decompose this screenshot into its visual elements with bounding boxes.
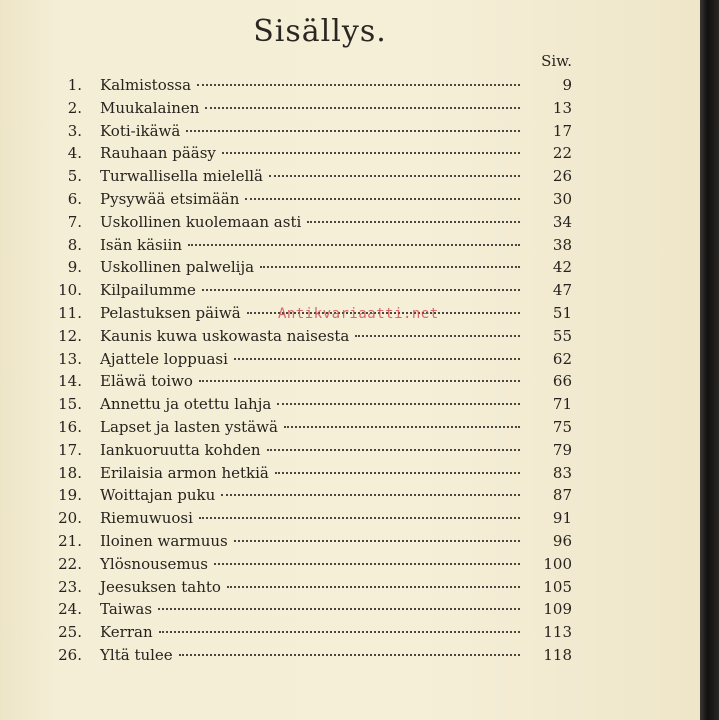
toc-entry-title: Koti-ikäwä (100, 121, 181, 140)
toc-entry-number: 1. (67, 76, 82, 94)
toc-entry-page: 118 (543, 646, 572, 664)
toc-entry (0, 416, 700, 438)
toc-entry-page: 47 (552, 281, 572, 300)
toc-entry (0, 553, 700, 575)
toc-entry-title: Ajattele loppuasi (100, 349, 228, 368)
toc-entry-number: 3. (67, 121, 82, 140)
toc-entry-page: 17 (552, 121, 572, 140)
toc-entry (0, 576, 700, 598)
toc-entry (0, 644, 700, 666)
page-title: Sisällys. (253, 14, 387, 49)
toc-entry-line (100, 211, 526, 233)
toc-entry-page: 105 (543, 577, 572, 596)
dot-leader (307, 221, 520, 223)
dot-leader (269, 175, 520, 177)
toc-entry-title: Annettu ja otettu lahja (100, 395, 272, 414)
toc-entry-title: Woittajan puku (100, 486, 216, 505)
toc-entry-page: 109 (543, 600, 572, 619)
toc-entry-page: 71 (552, 395, 572, 414)
toc-entry-title: Jeesuksen tahto (100, 577, 221, 596)
toc-entry-title: Taiwas (100, 600, 153, 619)
toc-entry-title: Kilpailumme (100, 281, 196, 300)
dot-leader (179, 654, 520, 656)
toc-entry-title: Iloinen warmuus (100, 532, 228, 550)
toc-entry-page: 55 (552, 326, 572, 345)
toc-entry-line (100, 256, 526, 278)
dot-leader (355, 335, 520, 337)
dot-leader (234, 358, 520, 360)
toc-entry-line (100, 576, 526, 598)
toc-entry-page: 79 (552, 440, 572, 459)
toc-entry-number: 8. (67, 235, 82, 254)
toc-entry-line (100, 325, 526, 347)
dot-leader (277, 403, 520, 405)
toc-entry-line (100, 97, 526, 119)
toc-entry-number: 21. (58, 532, 82, 550)
toc-entry-line (100, 165, 526, 187)
toc-entry (0, 370, 700, 392)
toc-entry-title: Yltä tulee (100, 646, 173, 664)
toc-entry-number: 20. (58, 509, 82, 528)
toc-entry (0, 142, 700, 164)
toc-entry-page: 75 (552, 418, 572, 436)
toc-entry (0, 211, 700, 233)
dot-leader (275, 472, 520, 474)
dot-leader (188, 244, 520, 246)
toc-entry-number: 12. (58, 326, 82, 345)
toc-entry-page: 22 (552, 144, 572, 163)
toc-entry-line (100, 74, 526, 96)
toc-entry-number: 16. (58, 418, 82, 436)
toc-entry (0, 462, 700, 484)
toc-entry-page: 100 (543, 554, 572, 573)
toc-entry (0, 621, 700, 643)
toc-entry-title: Uskollinen palwelija (100, 258, 255, 277)
toc-entry (0, 507, 700, 529)
toc-entry-line (100, 348, 526, 370)
toc-entry-page: 113 (543, 623, 572, 642)
toc-entry-line (100, 462, 526, 484)
toc-entry-number: 14. (58, 372, 82, 391)
toc-entry-page: 96 (552, 532, 572, 550)
toc-entry-line (100, 507, 526, 529)
toc-entry-number: 13. (58, 349, 82, 368)
toc-entry-number: 23. (58, 577, 82, 596)
toc-entry-page: 30 (552, 190, 572, 208)
toc-entry-title: Muukalainen (100, 98, 200, 117)
toc-entry (0, 530, 700, 552)
toc-entry-number: 17. (58, 440, 82, 459)
toc-entry-line (100, 644, 526, 666)
toc-entry-line (100, 188, 526, 210)
toc-entry-line (100, 142, 526, 164)
dot-leader (222, 152, 520, 154)
toc-entry-number: 22. (58, 554, 82, 573)
toc-entry-title: Ylösnousemus (100, 554, 208, 573)
toc-entry-number: 15. (58, 395, 82, 414)
toc-entry (0, 234, 700, 256)
toc-entry-line (100, 234, 526, 256)
toc-entry-page: 34 (552, 212, 572, 231)
toc-entry-line (100, 416, 526, 438)
toc-entry (0, 484, 700, 506)
toc-entry (0, 279, 700, 301)
toc-entry-title: Isän käsiin (100, 235, 182, 254)
toc-entry-line (100, 553, 526, 575)
dot-leader (158, 608, 520, 610)
toc-entry-line (100, 530, 526, 552)
toc-entry (0, 74, 700, 96)
toc-entry-page: 13 (552, 98, 572, 117)
dot-leader (202, 289, 520, 291)
toc-entry-number: 2. (67, 98, 82, 117)
toc-entry-title: Kerran (100, 623, 153, 642)
toc-entry-page: 66 (552, 372, 572, 391)
toc-entry-number: 4. (67, 144, 82, 163)
page-column-header: Siw. (541, 52, 572, 70)
book-cover-edge (700, 0, 719, 720)
toc-entry (0, 325, 700, 347)
toc-entry-page: 9 (562, 76, 572, 94)
toc-entry (0, 348, 700, 370)
toc-entry-title: Pysywää etsimään (100, 190, 240, 208)
dot-leader (214, 563, 520, 565)
toc-entry-line (100, 279, 526, 301)
toc-entry-title: Erilaisia armon hetkiä (100, 463, 269, 482)
dot-leader (245, 198, 520, 200)
dot-leader (186, 130, 520, 132)
toc-entry (0, 439, 700, 461)
toc-entry (0, 97, 700, 119)
dot-leader (159, 631, 520, 633)
toc-entry-number: 19. (58, 486, 82, 505)
toc-entry-page: 26 (552, 167, 572, 186)
toc-entry (0, 165, 700, 187)
toc-entry-title: Riemuwuosi (100, 509, 193, 528)
dot-leader (284, 426, 520, 428)
toc-entry-line (100, 370, 526, 392)
toc-entry-number: 18. (58, 463, 82, 482)
dot-leader (267, 449, 521, 451)
toc-entry (0, 598, 700, 620)
toc-entry (0, 120, 700, 142)
toc-entry-title: Iankuoruutta kohden (100, 440, 261, 459)
toc-entry-line (100, 621, 526, 643)
toc-entry-title: Pelastuksen päiwä (100, 304, 241, 322)
toc-entry-number: 24. (58, 600, 82, 619)
toc-entry-line (100, 439, 526, 461)
toc-entry (0, 188, 700, 210)
toc-entry-number: 5. (67, 167, 82, 186)
dot-leader (199, 517, 520, 519)
toc-entry-page: 83 (552, 463, 572, 482)
toc-entry-title: Lapset ja lasten ystäwä (100, 418, 278, 436)
toc-entry (0, 256, 700, 278)
watermark-text: Antikvariaatti.net (278, 306, 439, 322)
toc-entry-number: 25. (58, 623, 82, 642)
dot-leader (234, 540, 520, 542)
toc-entry-page: 51 (552, 304, 572, 322)
toc-entry-line (100, 484, 526, 506)
dot-leader (205, 107, 520, 109)
dot-leader (197, 84, 520, 86)
dot-leader (227, 586, 520, 588)
toc-entry-page: 87 (552, 486, 572, 505)
toc-entry-number: 26. (58, 646, 82, 664)
toc-entry-number: 10. (58, 281, 82, 300)
toc-entry (0, 393, 700, 415)
toc-entry-title: Rauhaan pääsy (100, 144, 216, 163)
toc-entry-line (100, 120, 526, 142)
toc-entry-title: Eläwä toiwo (100, 372, 193, 391)
dot-leader (199, 380, 520, 382)
dot-leader (260, 266, 520, 268)
toc-entry-page: 42 (552, 258, 572, 277)
toc-entry-title: Kalmistossa (100, 76, 192, 94)
toc-entry-line (100, 598, 526, 620)
toc-entry-number: 9. (67, 258, 82, 277)
toc-entry-number: 7. (67, 212, 82, 231)
toc-entry-title: Kaunis kuwa uskowasta naisesta (100, 326, 350, 345)
toc-entry-line (100, 393, 526, 415)
toc-entry-number: 11. (58, 304, 82, 322)
toc-entry-page: 91 (552, 509, 572, 528)
toc-entry-number: 6. (67, 190, 82, 208)
dot-leader (221, 494, 520, 496)
toc-entry-title: Turwallisella mielellä (100, 167, 264, 186)
toc-entry-page: 38 (552, 235, 572, 254)
toc-entry-page: 62 (552, 349, 572, 368)
toc-entry-title: Uskollinen kuolemaan asti (100, 212, 302, 231)
